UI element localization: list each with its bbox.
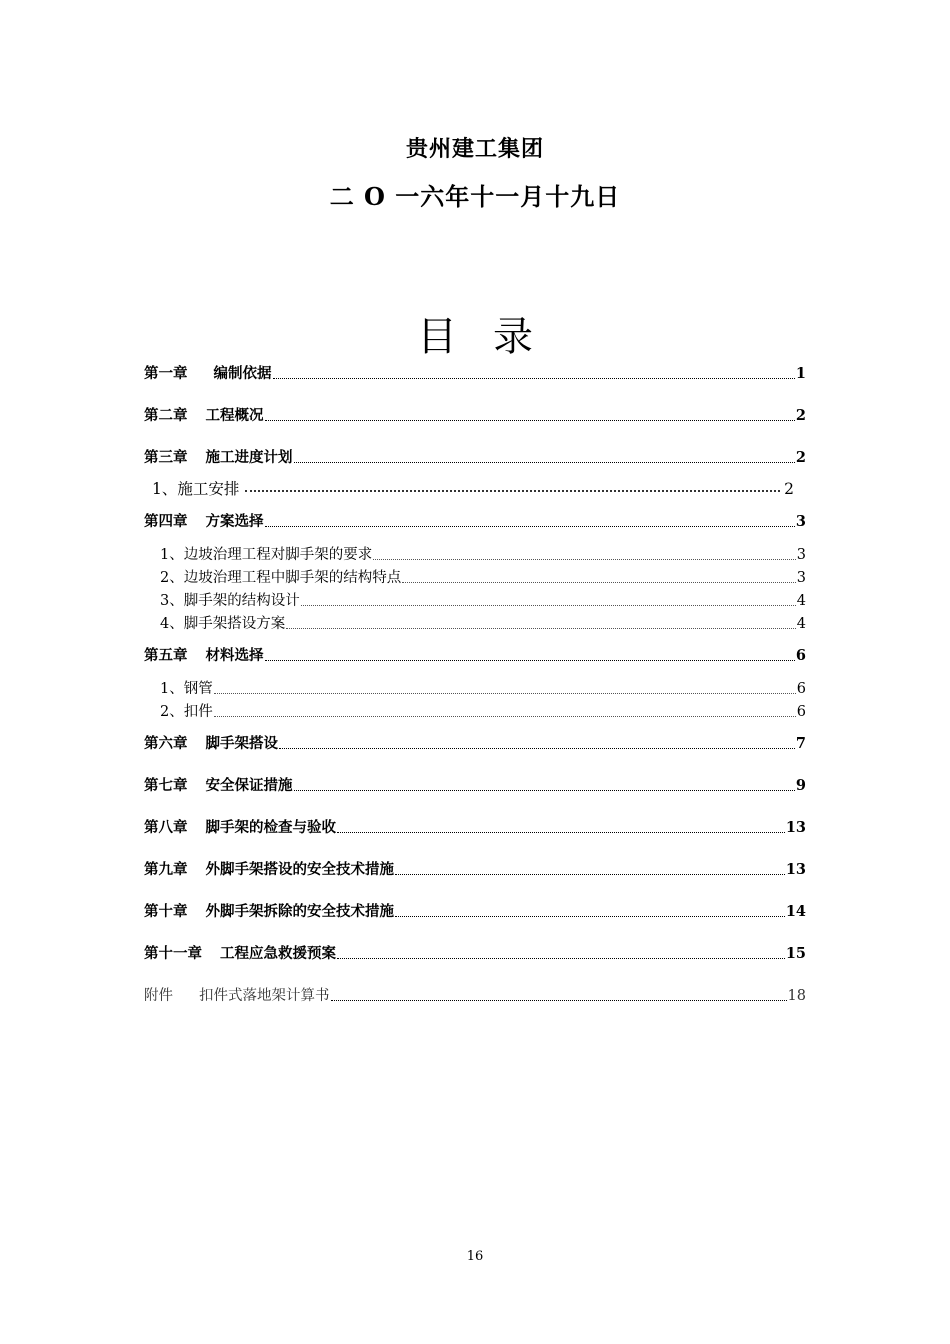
toc-entry-section-5-2[interactable] [160, 703, 806, 721]
page-ref: 18 [787, 988, 806, 1004]
toc-entry-chapter-1[interactable] [144, 365, 806, 383]
toc-entry-chapter-9[interactable] [144, 861, 806, 879]
page-ref: 2 [784, 480, 794, 498]
page-ref: 9 [795, 777, 806, 794]
entry-title: 编制依据 [213, 365, 272, 382]
page-ref: 3 [795, 513, 806, 530]
toc-entry-section-4-3[interactable] [160, 592, 806, 610]
chapter-number: 第九章 [144, 861, 188, 878]
chapter-number: 第三章 [144, 449, 188, 466]
toc-title: 目录 [417, 314, 569, 360]
entry-title: 脚手架搭设 [205, 735, 278, 752]
chapter-number: 第七章 [144, 777, 188, 794]
dot-leader [214, 715, 796, 717]
toc-entry-chapter-10[interactable] [144, 903, 806, 921]
entry-title: 3、脚手架的结构设计 [160, 593, 300, 609]
toc-entry-section-4-1[interactable] [160, 546, 806, 564]
page-ref: 2 [795, 449, 806, 466]
chapter-number: 第五章 [144, 647, 188, 664]
toc-entry-section-3-1[interactable] [152, 480, 794, 498]
table-of-contents [144, 0, 806, 1100]
page-ref: 14 [785, 903, 806, 920]
toc-entry-chapter-3[interactable] [144, 449, 806, 467]
chapter-number: 第二章 [144, 407, 188, 424]
dot-leader [395, 873, 785, 875]
entry-title: 1、钢管 [160, 681, 213, 697]
page-ref: 1 [795, 365, 806, 382]
dot-leader [273, 377, 795, 379]
dot-leader [373, 558, 796, 560]
toc-entry-section-4-2[interactable] [160, 569, 806, 587]
entry-title: 安全保证措施 [205, 777, 293, 794]
page-ref: 7 [795, 735, 806, 752]
dot-leader [301, 604, 796, 606]
dot-leader [214, 692, 796, 694]
chapter-number: 第十章 [144, 903, 188, 920]
toc-entry-chapter-5[interactable] [144, 647, 806, 665]
toc-entry-chapter-6[interactable] [144, 735, 806, 753]
dot-leader [265, 419, 795, 421]
dot-leader [245, 489, 780, 492]
document-date: 二 O 一六年十一月十九日 [329, 182, 621, 211]
dot-leader [265, 525, 795, 527]
dot-leader [294, 789, 795, 791]
page-ref: 6 [796, 704, 806, 720]
dot-leader [337, 957, 785, 959]
entry-title: 2、边坡治理工程中脚手架的结构特点 [160, 570, 402, 586]
page-ref: 4 [796, 593, 806, 609]
toc-entry-appendix[interactable] [144, 987, 806, 1005]
entry-title: 工程应急救援预案 [220, 945, 336, 962]
chapter-number: 第六章 [144, 735, 188, 752]
page-ref: 3 [796, 547, 806, 563]
entry-title: 1、施工安排 [152, 480, 240, 498]
page-ref: 2 [795, 407, 806, 424]
toc-entry-chapter-4[interactable] [144, 513, 806, 531]
page-ref: 6 [796, 681, 806, 697]
entry-title: 4、脚手架搭设方案 [160, 616, 286, 632]
entry-title: 外脚手架拆除的安全技术措施 [205, 903, 394, 920]
entry-title: 材料选择 [205, 647, 264, 664]
page-number: 16 [466, 1249, 484, 1264]
dot-leader [265, 659, 795, 661]
toc-entry-section-4-4[interactable] [160, 615, 806, 633]
dot-leader [294, 461, 795, 463]
chapter-number: 第八章 [144, 819, 188, 836]
entry-title: 施工进度计划 [205, 449, 293, 466]
toc-entry-chapter-7[interactable] [144, 777, 806, 795]
toc-entry-chapter-2[interactable] [144, 407, 806, 425]
entry-title: 外脚手架搭设的安全技术措施 [205, 861, 394, 878]
chapter-number: 第十一章 [144, 945, 202, 962]
page-ref: 13 [785, 861, 806, 878]
page-ref: 15 [785, 945, 806, 962]
page-ref: 13 [785, 819, 806, 836]
entry-title: 工程概况 [205, 407, 264, 424]
toc-entry-chapter-8[interactable] [144, 819, 806, 837]
page-ref: 6 [795, 647, 806, 664]
dot-leader [331, 999, 787, 1001]
dot-leader [279, 747, 795, 749]
chapter-number: 第一章 [144, 365, 188, 382]
entry-title: 扣件式落地架计算书 [199, 988, 330, 1004]
entry-title: 1、边坡治理工程对脚手架的要求 [160, 547, 373, 563]
toc-entry-section-5-1[interactable] [160, 680, 806, 698]
dot-leader [395, 915, 785, 917]
toc-entry-chapter-11[interactable] [144, 945, 806, 963]
chapter-number: 第四章 [144, 513, 188, 530]
page-ref: 3 [796, 570, 806, 586]
organization-name: 贵州建工集团 [405, 136, 544, 162]
entry-title: 2、扣件 [160, 704, 213, 720]
entry-title: 脚手架的检查与验收 [205, 819, 336, 836]
dot-leader [286, 627, 796, 629]
appendix-label: 附件 [144, 988, 173, 1004]
entry-title: 方案选择 [205, 513, 264, 530]
page-ref: 4 [796, 616, 806, 632]
dot-leader [402, 581, 796, 583]
dot-leader [337, 831, 785, 833]
